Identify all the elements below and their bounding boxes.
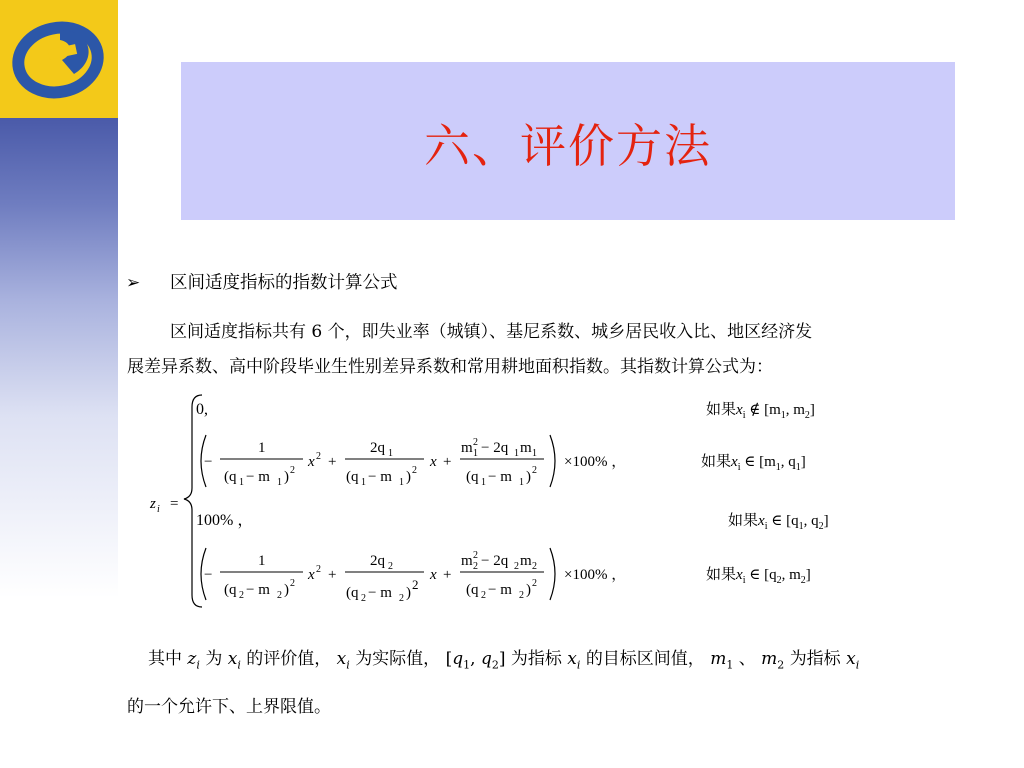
- note-paragraph-line: 的一个允许下、上界限值。: [127, 697, 331, 717]
- svg-text:2: 2: [290, 465, 295, 476]
- svg-text:2: 2: [239, 590, 244, 601]
- svg-text:(q: (q: [346, 585, 359, 601]
- svg-text:2: 2: [473, 561, 478, 572]
- svg-text:2: 2: [532, 561, 537, 572]
- svg-text:− m: − m: [488, 582, 512, 598]
- svg-text:− m: − m: [368, 585, 392, 601]
- svg-text:如果xi ∈ [q1, q2]: 如果$x_i$ ∈ [$q_1$, $q_2$]: [728, 513, 829, 532]
- svg-text:2: 2: [481, 590, 486, 601]
- svg-text:(q: (q: [466, 469, 479, 485]
- svg-text:1: 1: [473, 448, 478, 459]
- formula-conditions: [701, 401, 829, 586]
- svg-text:(q: (q: [466, 582, 479, 598]
- svg-text:2: 2: [473, 437, 478, 448]
- svg-text:−: −: [204, 567, 213, 583]
- svg-text:2: 2: [519, 590, 524, 601]
- svg-text:x: x: [430, 567, 437, 583]
- svg-text:): ): [406, 469, 411, 485]
- svg-text:2: 2: [412, 577, 419, 592]
- svg-text:2: 2: [412, 465, 417, 476]
- svg-text:i: i: [157, 504, 160, 515]
- svg-text:1: 1: [519, 477, 524, 488]
- svg-text:1: 1: [258, 553, 266, 569]
- svg-text:m: m: [520, 440, 532, 456]
- svg-text:): ): [526, 469, 531, 485]
- svg-text:): ): [526, 582, 531, 598]
- svg-text:− m: − m: [246, 469, 270, 485]
- svg-text:1: 1: [361, 477, 366, 488]
- svg-text:z: z: [150, 496, 156, 512]
- svg-text:− 2q: − 2q: [481, 553, 509, 569]
- svg-text:1: 1: [532, 448, 537, 459]
- svg-text:2: 2: [290, 578, 295, 589]
- svg-text:=: =: [170, 496, 179, 512]
- slide-title: 六、评价方法: [424, 119, 712, 173]
- svg-text:1: 1: [388, 448, 393, 459]
- svg-text:1: 1: [399, 477, 404, 488]
- svg-text:×100% ，: ×100% ，: [564, 567, 627, 583]
- svg-text:2q: 2q: [370, 440, 385, 456]
- svg-text:): ): [284, 582, 289, 598]
- svg-text:(q: (q: [346, 469, 359, 485]
- piecewise-formula: [140, 385, 880, 620]
- svg-text:2: 2: [514, 561, 519, 572]
- svg-text:2: 2: [316, 451, 321, 462]
- case3-value: 100% ，: [196, 512, 254, 529]
- intro-paragraph-line: 区间适度指标共有 6 个，即失业率（城镇）、基尼系数、城乡居民收入比、地区经济发: [170, 322, 813, 342]
- note-paragraph-line: 其中 $z_i$ 为 $x_i$ 的评价值， $x_i$ 为实际值， [$q_1$, $q_2$] 为指标 $x_i$ 的目标区间值， $m_1$ 、 $m_2$ 为指标 $x_i$: [148, 649, 860, 672]
- svg-text:1: 1: [481, 477, 486, 488]
- svg-text:− m: − m: [368, 469, 392, 485]
- svg-text:如果xi ∉ [m1, m2]: 如果$x_i$ ∉ [$m_1$, $m_2$]: [706, 402, 815, 421]
- bullet-arrow-icon: ➢: [126, 273, 141, 293]
- svg-text:+: +: [443, 567, 452, 583]
- svg-text:m: m: [461, 553, 473, 569]
- svg-text:2: 2: [532, 578, 537, 589]
- svg-text:−: −: [204, 454, 213, 470]
- side-gradient-band: [0, 118, 118, 598]
- case4-expression: [201, 548, 626, 604]
- svg-text:2: 2: [316, 564, 321, 575]
- svg-text:1: 1: [277, 477, 282, 488]
- svg-text:(q: (q: [224, 469, 237, 485]
- svg-text:− m: − m: [246, 582, 270, 598]
- title-box: [181, 62, 955, 220]
- formula-lhs: [149, 496, 178, 515]
- svg-text:x: x: [430, 454, 437, 470]
- svg-text:m: m: [520, 553, 532, 569]
- case1-value: 0,: [196, 401, 208, 418]
- svg-text:1: 1: [258, 440, 266, 456]
- svg-text:2: 2: [388, 561, 393, 572]
- svg-text:如果xi ∈ [q2, m2]: 如果$x_i$ ∈ [$q_2$, $m_2$]: [706, 567, 811, 586]
- svg-text:x: x: [308, 567, 315, 583]
- svg-text:2: 2: [399, 593, 404, 604]
- piecewise-brace: [184, 395, 202, 607]
- intro-paragraph-line: 展差异系数、高中阶段毕业生性别差异系数和常用耕地面积指数。其指数计算公式为：: [127, 357, 773, 377]
- svg-text:− 2q: − 2q: [481, 440, 509, 456]
- svg-text:m: m: [461, 440, 473, 456]
- svg-text:2q: 2q: [370, 553, 385, 569]
- svg-text:− m: − m: [488, 469, 512, 485]
- svg-text:x: x: [308, 454, 315, 470]
- svg-text:2: 2: [532, 465, 537, 476]
- logo: [0, 0, 118, 118]
- svg-text:2: 2: [277, 590, 282, 601]
- svg-text:+: +: [443, 454, 452, 470]
- svg-text:1: 1: [239, 477, 244, 488]
- svg-text:1: 1: [514, 448, 519, 459]
- case2-expression: [201, 435, 626, 488]
- svg-text:+: +: [328, 454, 337, 470]
- svg-text:(q: (q: [224, 582, 237, 598]
- svg-text:): ): [406, 585, 411, 601]
- svg-text:2: 2: [473, 550, 478, 561]
- svg-text:如果xi ∈ [m1, q1]: 如果$x_i$ ∈ [$m_1$, $q_1$]: [701, 454, 806, 473]
- section-heading: 区间适度指标的指数计算公式: [170, 273, 398, 293]
- svg-text:2: 2: [361, 593, 366, 604]
- svg-text:): ): [284, 469, 289, 485]
- svg-text:+: +: [328, 567, 337, 583]
- logo-emblem-icon: [0, 0, 118, 118]
- svg-text:×100% ，: ×100% ，: [564, 454, 627, 470]
